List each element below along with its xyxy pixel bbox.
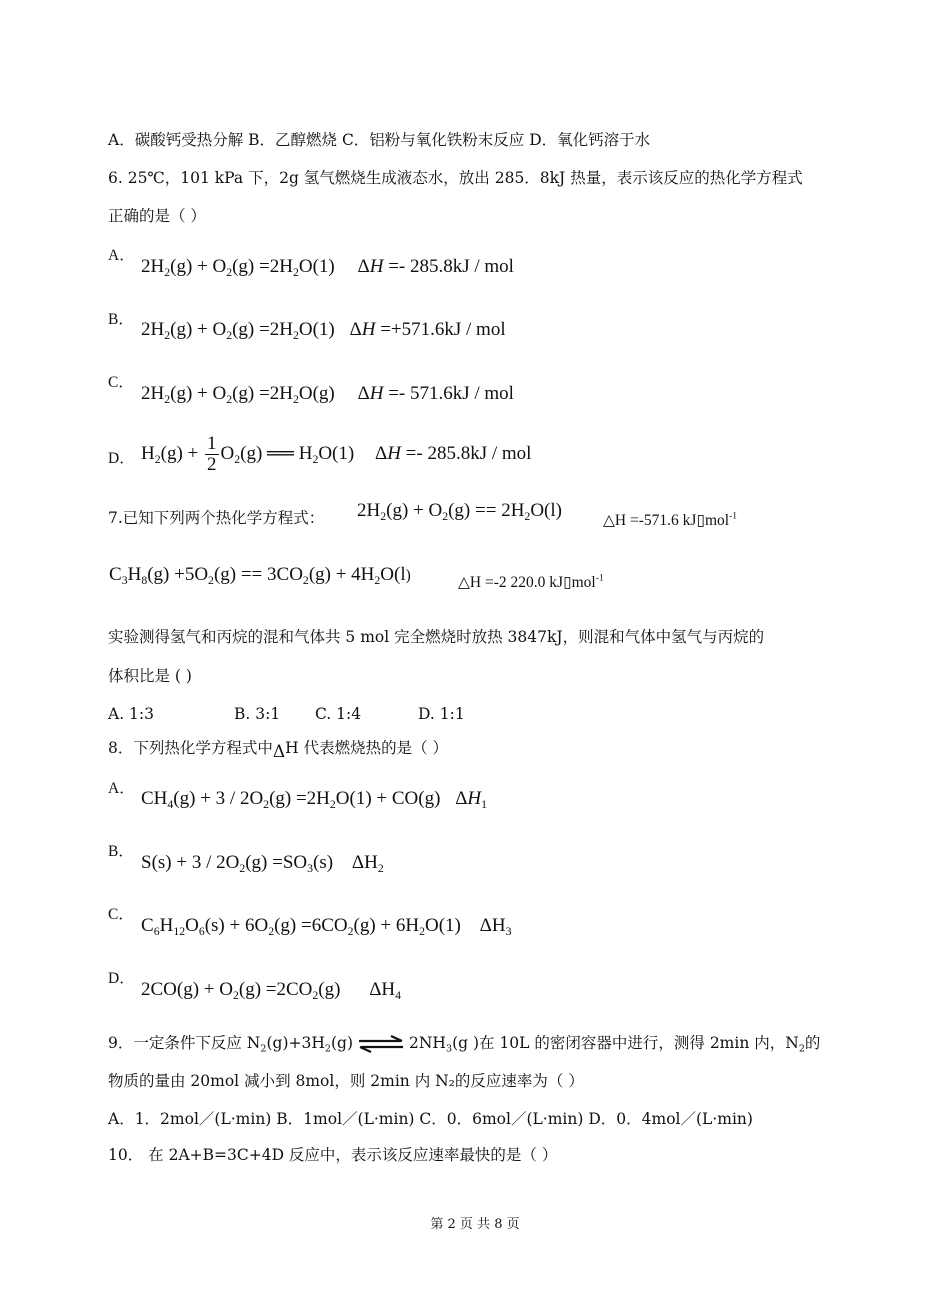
q7-stem-prefix: 7.已知下列两个热化学方程式： — [108, 509, 325, 527]
q6-option-c-equation: $2H_2(g) + O_2(g) =2H_2O(g) \Delta H =- 571.6kJ$ / mol — [141, 383, 514, 407]
q7-unit-1: kJ — [682, 512, 697, 529]
q8-label-d: D． — [108, 970, 135, 987]
q7-enthalpy-2: △H =-2 220.0 kJ▯mol$^{-1}$ — [458, 572, 604, 591]
q6-option-a-equation: $2H_2(g) + O_2(g) =2H_2O(1) \Delta H =- 285.8kJ$ / mol — [141, 256, 514, 280]
q6-option-b-equation: $2H_2(g) + O_2(g) =2H_2O(1)$ ΔH =+571.6kJ / mol — [141, 319, 506, 343]
q8-option-b-equation: $S(s) + 3 / 2O_2(g) =SO_3(s)$ $\Delta H_2$ — [141, 852, 384, 876]
q8-label-b: B． — [108, 843, 134, 860]
q7-choice-b: B. 3:1 — [234, 705, 281, 723]
q8-label-c: C． — [108, 906, 134, 923]
q6-label-c: C． — [108, 374, 134, 391]
q9-stem-c: 的 — [804, 1034, 821, 1052]
one-half-fraction: $\frac{1}{2}$ — [207, 433, 217, 475]
q8-stem-before: 8．下列热化学方程式中 — [108, 739, 273, 757]
q7-equation-2: $C_3H_8(g) +5O_2(g) == 3CO_2(g) + 4H_2O(l)$ — [109, 564, 411, 588]
q7-unit-2: kJ — [549, 574, 564, 591]
q9-stem-a: 9．一定条件下反应 N — [108, 1034, 261, 1052]
q10-stem: 10． 在 2A+B=3C+4D 反应中，表示该反应速率最快的是（ ） — [108, 1146, 558, 1164]
q7-dh2: △H =-2 220.0 — [458, 574, 546, 591]
page-footer: 第 2 页 共 8 页 — [430, 1217, 520, 1232]
q6-stem-line1: 6. 25℃，101 kPa 下，2g 氢气燃烧生成液态水，放出 285．8kJ 热量，表示该反应的热化学方程式 — [108, 169, 803, 187]
q6-option-d-value: =- 285.8kJ / mol — [405, 442, 532, 464]
q6-option-a-value: =- 285.8kJ / mol — [388, 256, 514, 277]
q7-equation-1: $2H_2(g) + O_2(g) == 2H_2O(l)$ — [357, 500, 562, 524]
q8-option-d-equation: $2CO(g) + O_2(g) =2CO_2(g)$ $\Delta H_4$ — [141, 979, 402, 1003]
q6-option-d-equation: $H_2(g)$ + $\frac{1}{2}$ $O_2(g)$ ══ $H_2O(1) \Delta H =- 285.8kJ$ / mol — [141, 433, 532, 475]
q6-option-c-value: =- 571.6kJ / mol — [388, 383, 514, 404]
q9-stem-line1: 9．一定条件下反应 $N_2(g)+3H_2(g)$ $2NH_3(g$ )在 10L 的密闭容器中进行，测得 2min 内，$N_2$的 — [108, 1034, 821, 1055]
q6-stem-line2: 正确的是（ ） — [108, 207, 206, 225]
q7-enthalpy-1: △H =-571.6 kJ▯mol$^{-1}$ — [603, 510, 738, 529]
q6-label-d: D． — [108, 450, 135, 467]
q7-choice-d: D. 1:1 — [418, 705, 465, 723]
q9-stem-line2: 物质的量由 20mol 减小到 8mol，则 2min 内 N₂的反应速率为（ ） — [108, 1072, 584, 1090]
q7-choice-a: A. 1:3 — [108, 705, 154, 723]
q8-option-c-equation: $C_6H_{12}O_6(s) + 6O_2(g) =6CO_2(g) + 6H_2O(1)$ $\Delta H_3$ — [141, 915, 512, 939]
q8-option-a-equation: $CH_4(g) + 3 / 2O_2(g) =2H_2O(1) + CO(g)$ $\Delta H_1$ — [141, 788, 488, 812]
q8-stem — [108, 737, 449, 762]
q7-body-line1: 实验测得氢气和丙烷的混和气体共 5 mol 完全燃烧时放热 3847kJ，则混和气体中氢气与丙烷的 — [108, 628, 765, 646]
q9-options: A．1．2mol／(L·min) B．1mol／(L·min) C．0．6mol／(L·min) D．0．4mol／(L·min) — [108, 1110, 753, 1128]
q9-stem-b: 在 10L 的密闭容器中进行，测得 2min 内，N — [479, 1034, 799, 1052]
q5-options: A．碳酸钙受热分解 B．乙醇燃烧 C．铝粉与氧化铁粉末反应 D．氧化钙溶于水 — [108, 131, 651, 149]
q8-stem-after: H 代表燃烧热的是（ ） — [285, 739, 449, 757]
q6-option-b-value: =+571.6kJ / mol — [380, 319, 506, 340]
q6-label-b: B． — [108, 311, 134, 328]
delta-symbol: Δ — [272, 742, 286, 762]
q7-choice-c: C. 1:4 — [315, 705, 362, 723]
reversible-arrows-icon — [357, 1035, 405, 1053]
q7-dh1: △H =-571.6 — [603, 512, 679, 529]
q6-label-a: A． — [108, 247, 135, 264]
q7-body-line2: 体积比是 ( ) — [108, 667, 192, 685]
q8-label-a: A． — [108, 780, 135, 797]
